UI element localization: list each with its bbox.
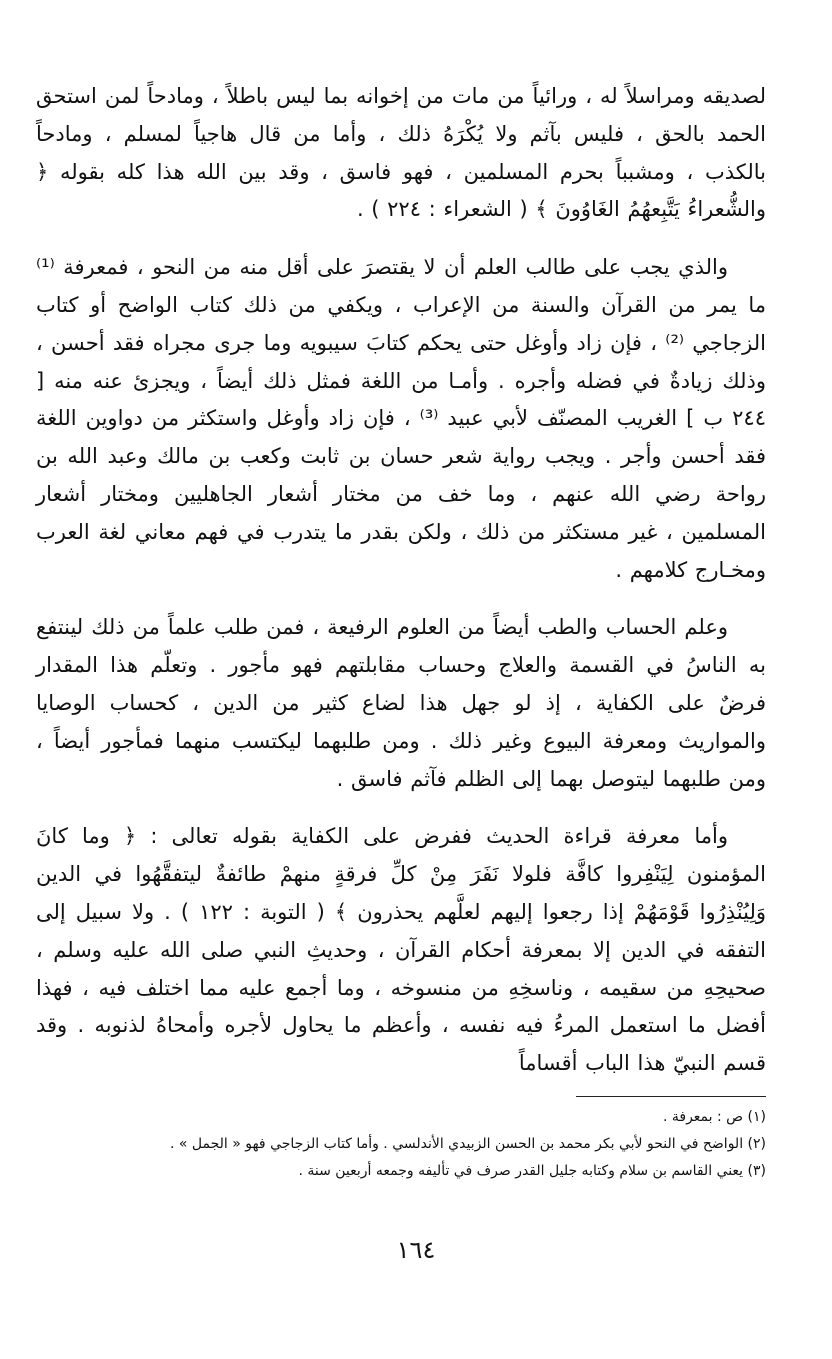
paragraph-2: والذي يجب على طالب العلم أن لا يقتصرَ على أقل منه من النحو ، فمعرفة ⁽¹⁾ ما يمر من القرآن والسنة من الإعراب ، ويكفي من ذلك كتاب الواضح أو كتاب الزجاجي ⁽²⁾ ، فإن زاد وأوغل حتى يحكم كتابَ سيبويه وما جرى مجراه فقد أحسن ، وذلك زيادةٌ في فضله وأجره . وأمـا من اللغة فمثل ذلك أيضاً ، ويجزئ عنه منه [ ٢٤٤ ب ] الغريب المصنّف لأبي عبيد ⁽³⁾ ، فإن زاد وأوغل واستكثر من دواوين اللغة فقد أحسن وأجر . ويجب رواية شعر حسان بن ثابت وكعب بن مالك وعبد الله بن رواحة رضي الله عنهم ، وما خف من مختار أشعار الجاهليين ومختار أشعار المسلمين ، غير مستكثر من ذلك ، ولكن بقدر ما يتدرب في فهم معاني لغة العرب ومخـارج كلامهم . (36, 255, 766, 582)
paragraph-3: وعلم الحساب والطب أيضاً من العلوم الرفيعة ، فمن طلب علماً من ذلك لينتفع به الناسُ في القسمة والعلاج وحساب مقابلتهم فهو مأجور . وتعلّم هذا المقدار فرضٌ على الكفاية ، إذ لو جهل هذا لضاع كثير من الدين ، كحساب الوصايا والمواريث ومعرفة البيوع وغير ذلك . ومن طلبهما ليكتسب منهما فمأجور أيضاً ، ومن طلبهما ليتوصل بهما إلى الظلم فآثم فاسق . (36, 615, 766, 791)
page-body (36, 78, 766, 1103)
page-number: ١٦٤ (396, 1236, 436, 1264)
footnote-divider (576, 1096, 766, 1097)
footnote-2: (٢) الواضح في النحو لأبي بكر محمد بن الحسن الزبيدي الأندلسي . وأما كتاب الزجاجي فهو « الجمل » . (169, 1136, 766, 1152)
footnote-1: (١) ص : بمعرفة . (662, 1109, 766, 1125)
paragraph-1: لصديقه ومراسلاً له ، ورائياً من مات من إخوانه بما ليس باطلاً ، ومادحاً لمن استحق الحمد بالحق ، فليس بآثم ولا يُكْرَهُ ذلك ، وأما من قال هاجياً لمسلم ، ومادحاً بالكذب ، ومشبباً بحرم المسلمين ، فهو فاسق ، وقد بين الله هذا كله بقوله ﴿ والشُّعراءُ يَتَّبِعهُمُ الغَاوُونَ ﴾ ( الشعراء : ٢٢٤ ) . (36, 84, 766, 222)
footnote-3: (٣) يعني القاسم بن سلام وكتابه جليل القدر صرف في تأليفه وجمعه أربعين سنة . (298, 1163, 766, 1179)
paragraph-4: وأما معرفة قراءة الحديث ففرض على الكفاية بقوله تعالى : ﴿ وما كانَ المؤمنون لِيَنْفِروا كافَّة فلولا نَفَرَ مِنْ كلِّ فرقةٍ منهمْ طائفةٌ ليتفقَّهُوا في الدين وَلِيُنْذِرُوا قَوْمَهُمْ إذا رجعوا إليهم لعلَّهم يحذرون ﴾ ( التوبة : ١٢٢ ) . ولا سبيل إلى التفقه في الدين إلا بمعرفة أحكام القرآن ، وحديثِ النبي صلى الله عليه وسلم ، صحيحِهِ من سقيمه ، وناسخِهِ من منسوخه ، وما أجمع عليه مما اختلف فيه ، فهذا أفضل ما استعمل المرءُ فيه نفسه ، وأعظم ما يحاول لأجره وأمحاهُ لذنوبه . وقد قسم النبيّ هذا الباب أقساماً (36, 824, 766, 1076)
footnotes (36, 1104, 766, 1185)
